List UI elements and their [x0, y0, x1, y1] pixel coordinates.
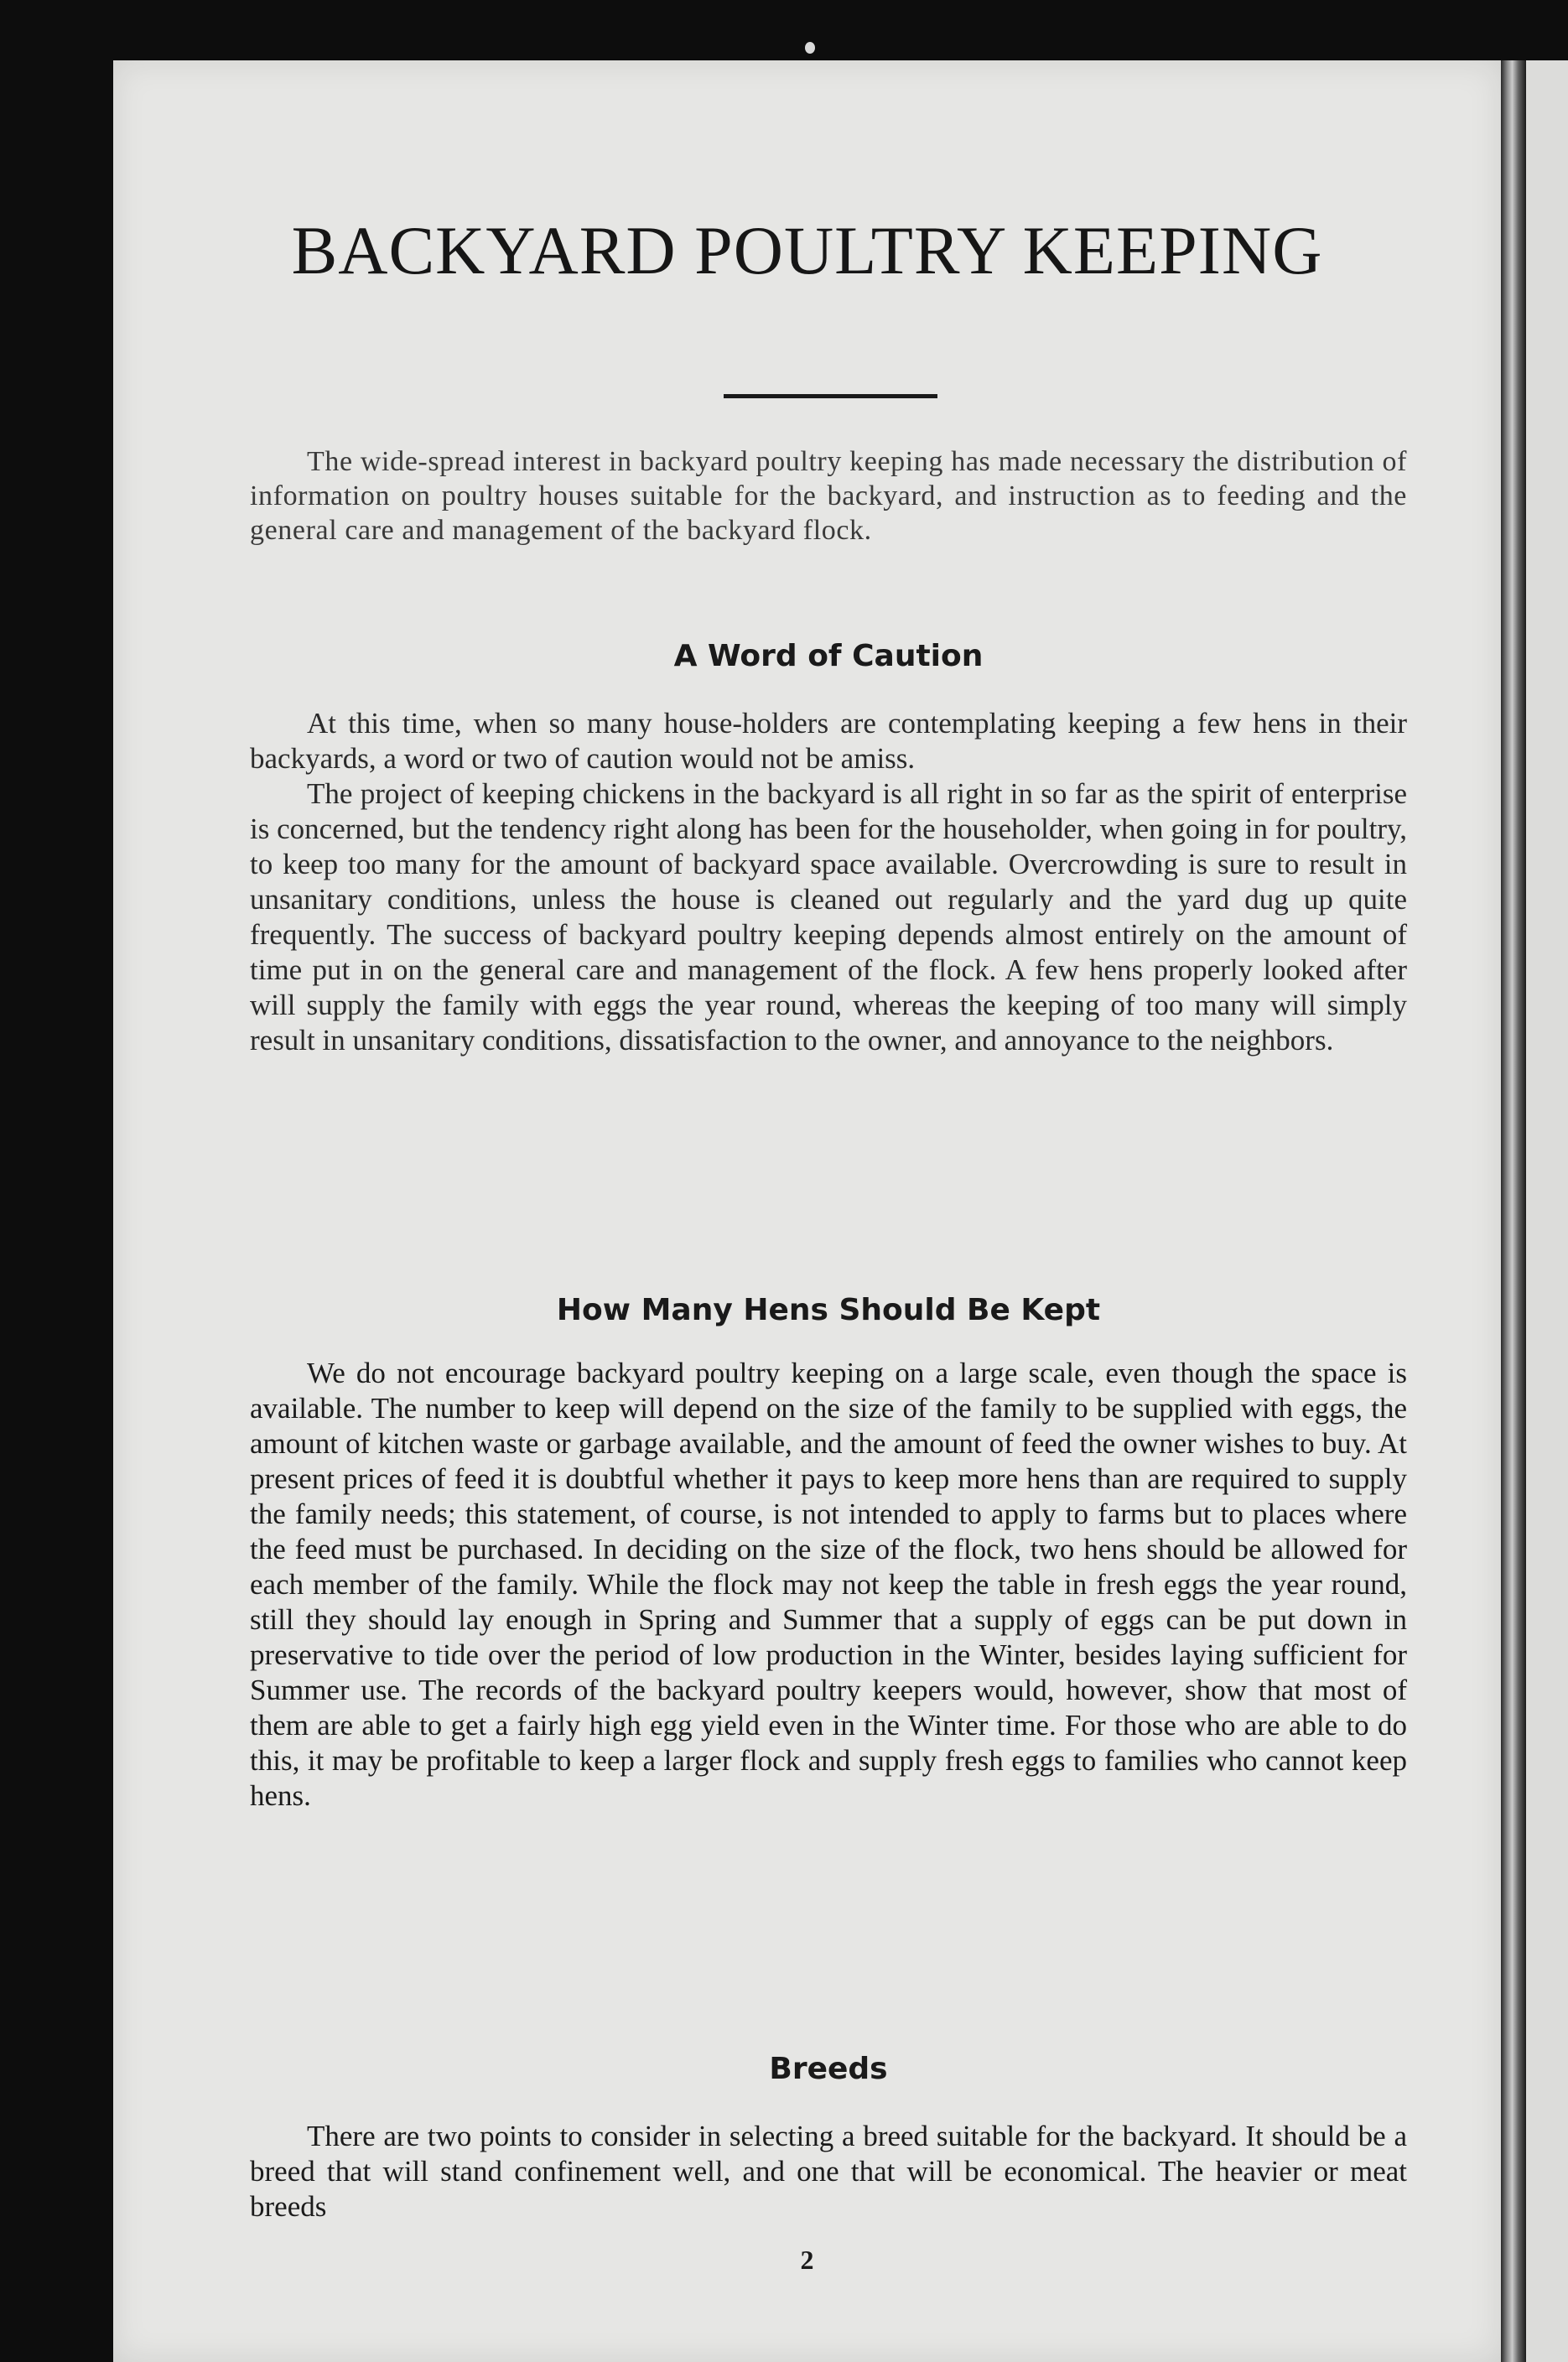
page-title: BACKYARD POULTRY KEEPING	[291, 212, 1323, 288]
caution-paragraph-2: The project of keeping chickens in the backyard is all right in so far as the spirit of enterprise is concerned, but the tendency right along has been for the householder, when going in for poultry, to keep too many for the amount of backyard space available. Overcrowding is sure to result in unsanitary conditions, unless the house is cleaned out regularly and the yard dug up quite frequently. The success of backyard poultry keeping depends almost entirely on the amount of time put in on the general care and management of the flock. A few hens properly looked after will supply the family with eggs the year round, whereas the keeping of too many will simply result in unsanitary conditions, dissatisfaction to the owner, and annoyance to the neighbors.	[250, 777, 1407, 1056]
caution-paragraph-1: At this time, when so many house-holders are contemplating keeping a few hens in their backyards, a word or two of caution would not be amiss.	[250, 707, 1407, 775]
page-number: 2	[800, 2245, 814, 2275]
adjacent-page-edge	[1526, 60, 1568, 2362]
breeds-paragraph-1: There are two points to consider in selecting a breed suitable for the backyard. It should be a breed that will stand confinement well, and one that will be economical. The heavier or meat breeds	[250, 2120, 1407, 2223]
section-body-how-many-hens	[250, 1356, 1407, 1814]
binding-shadow	[1501, 60, 1526, 2362]
scan-speck	[805, 42, 815, 54]
book-page	[113, 60, 1501, 2362]
section-body-breeds	[250, 2119, 1407, 2224]
section-body-caution	[250, 706, 1407, 1058]
intro-paragraph	[250, 444, 1407, 548]
section-heading-breeds: Breeds	[769, 2052, 888, 2086]
section-heading-caution: A Word of Caution	[673, 639, 984, 673]
section-heading-how-many-hens: How Many Hens Should Be Kept	[556, 1293, 1101, 1327]
hens-paragraph-1: We do not encourage backyard poultry keeping on a large scale, even though the space is available. The number to keep will depend on the size of the family to be supplied with eggs, the amount of kitchen waste or garbage available, and the amount of feed the owner wishes to buy. At present prices of feed it is doubtful whether it pays to keep more hens than are required to supply the family needs; this statement, of course, is not intended to apply to farms but to places where the feed must be purchased. In deciding on the size of the flock, two hens should be allowed for each member of the family. While the flock may not keep the table in fresh eggs the year round, still they should lay enough in Spring and Summer that a supply of eggs can be put down in preservative to tide over the period of low production in the Winter, besides laying sufficient for Summer use. The records of the backyard poultry keepers would, however, show that most of them are able to get a fairly high egg yield even in the Winter time. For those who are able to do this, it may be profitable to keep a larger flock and supply fresh eggs to families who cannot keep hens.	[250, 1357, 1407, 1812]
intro-text: The wide-spread interest in backyard poultry keeping has made necessary the distribution of information on poultry houses suitable for the backyard, and instruction as to feeding and the general care and management of the backyard flock.	[250, 446, 1407, 546]
title-divider	[724, 394, 937, 398]
